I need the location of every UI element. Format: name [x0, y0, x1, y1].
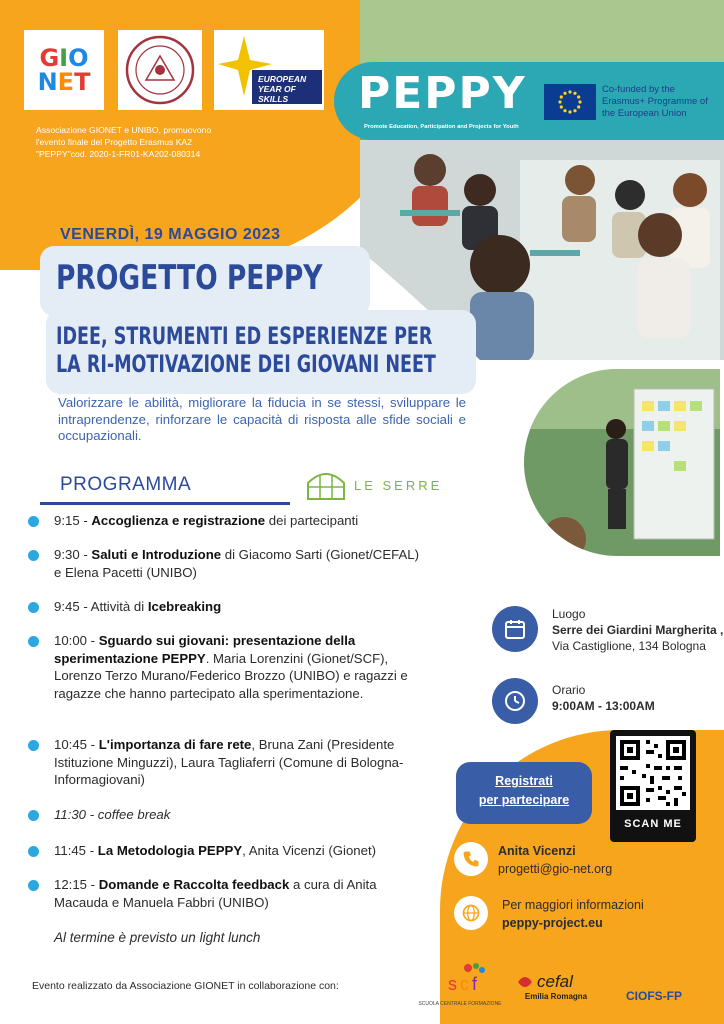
bullet-icon — [28, 550, 39, 561]
closing-note: Al termine è previsto un light lunch — [54, 930, 261, 945]
place-info — [552, 606, 724, 654]
programme-heading: PROGRAMMA — [60, 474, 192, 495]
event-description: Valorizzare le abilità, migliorare la fiducia in se stessi, sviluppare le intraprendenze, rinforzare le capacità di risposta alle sfide sociali e occupazionali. — [58, 395, 466, 443]
register-label: per partecipare — [478, 793, 570, 807]
qr-code-image — [616, 736, 690, 810]
bullet-icon — [28, 516, 39, 527]
gionet-letter: G — [39, 44, 60, 72]
le-serre-logo — [304, 469, 444, 501]
time-info — [552, 682, 655, 714]
svg-text:s: s — [448, 974, 457, 994]
website-link[interactable]: peppy-project.eu — [502, 916, 603, 930]
programme-item: 11:45 - La Metodologia PEPPY, Anita Vicenzi (Gionet) — [28, 842, 428, 860]
programme-item: 9:45 - Attività di Icebreaking — [28, 598, 428, 616]
programme-item: 10:45 - L'importanza di fare rete, Bruna Zani (Presidente Istituzione Minguzzi), Laura Tagliaferri (Comune di Bologna- Informagiovani) — [28, 736, 428, 789]
bullet-icon — [28, 846, 39, 857]
bullet-icon — [28, 602, 39, 613]
gionet-letter: I — [59, 44, 69, 72]
phone-icon — [454, 842, 488, 876]
bullet-icon — [28, 636, 39, 647]
scan-me-label: SCAN ME — [624, 818, 682, 830]
website-info — [502, 896, 644, 932]
svg-text:f: f — [472, 974, 478, 994]
event-date: VENERDÌ, 19 MAGGIO 2023 — [60, 226, 281, 243]
eu-cofunded-text: Co-funded by the Erasmus+ Programme of the European Union — [602, 84, 708, 119]
svg-text:c: c — [460, 974, 469, 994]
eu-flag-icon — [544, 84, 596, 120]
bullet-icon — [28, 880, 39, 891]
register-label: Registrati — [495, 774, 553, 788]
peppy-tagline: Promote Education, Participation and Projects for Youth — [364, 124, 519, 130]
gionet-letter: E — [57, 68, 75, 96]
divider — [40, 502, 290, 505]
bullet-icon — [28, 810, 39, 821]
peppy-logo: PEPPY — [358, 68, 527, 119]
register-button[interactable] — [456, 762, 592, 824]
gionet-logo — [24, 30, 104, 110]
footer-credit: Evento realizzato da Associazione GIONET in collaborazione con: — [32, 980, 339, 992]
qr-code[interactable] — [610, 730, 696, 842]
programme-item: 9:15 - Accoglienza e registrazione dei partecipanti — [28, 512, 428, 530]
gionet-letter: N — [37, 68, 58, 96]
place-label: Luogo — [552, 607, 586, 621]
cefal-label: cefal — [537, 972, 573, 991]
cefal-partner-logo — [516, 962, 596, 1010]
programme-item: 9:30 - Saluti e Introduzione di Giacomo Sarti (Gionet/CEFAL) e Elena Pacetti (UNIBO) — [28, 546, 428, 581]
ciofs-partner-logo — [614, 962, 694, 1010]
event-subtitle — [56, 322, 465, 378]
programme-item: 10:00 - Sguardo sui giovani: presentazione della sperimentazione PEPPY. Maria Lorenzini (Gionet/SCF), Lorenzo Terzo Murano/Federico Brozzo (UNIBO) e ragazzi e ragazze che hanno partecipato alla sperimentazione. — [28, 632, 428, 702]
scf-label: SCUOLA CENTRALE FORMAZIONE — [418, 1001, 502, 1007]
contact-email[interactable]: progetti@gio-net.org — [498, 862, 613, 876]
ciofs-label: CIOFS-FP — [626, 989, 682, 1003]
subtitle-line: IDEE, STRUMENTI ED ESPERIENZE PER — [56, 322, 433, 350]
place-name: Serre dei Giardini Margherita , — [552, 623, 724, 637]
eyos-line: SKILLS — [258, 94, 289, 104]
eyos-line: EUROPEAN — [258, 74, 307, 84]
le-serre-text: LE SERRE — [354, 478, 443, 493]
european-year-of-skills-logo — [214, 30, 324, 110]
subtitle-line: LA RI-MOTIVAZIONE DEI GIOVANI NEET — [56, 350, 436, 378]
event-photo-presentation — [520, 365, 724, 560]
more-info-label: Per maggiori informazioni — [502, 898, 644, 912]
contact-name: Anita Vicenzi — [498, 844, 576, 858]
cefal-region-label: Emilia Romagna — [524, 992, 588, 1001]
bullet-icon — [28, 740, 39, 751]
eyos-line: YEAR OF — [258, 84, 296, 94]
peppy-banner — [334, 62, 724, 140]
time-value: 9:00AM - 13:00AM — [552, 699, 655, 713]
event-title: PROGETTO PEPPY — [56, 258, 323, 298]
globe-icon — [454, 896, 488, 930]
programme-item: 12:15 - Domande e Raccolta feedback a cura di Anita Macauda e Manuela Fabbri (UNIBO) — [28, 876, 428, 911]
clock-icon — [492, 678, 538, 724]
intro-text: Associazione GIONET e UNIBO, promuovono l'evento finale del Progetto Erasmus KA2 "PEPPY"cod. 2020-1-FR01-KA202-080314 — [36, 125, 212, 159]
gionet-letter: O — [68, 44, 89, 72]
gionet-letter: T — [74, 68, 91, 96]
scf-partner-logo — [418, 962, 502, 1010]
programme-item: 11:30 - coffee break — [28, 806, 428, 824]
unibo-seal-logo — [118, 30, 202, 110]
contact-info — [498, 842, 612, 878]
calendar-icon — [492, 606, 538, 652]
time-label: Orario — [552, 683, 586, 697]
place-address: Via Castiglione, 134 Bologna — [552, 639, 706, 653]
